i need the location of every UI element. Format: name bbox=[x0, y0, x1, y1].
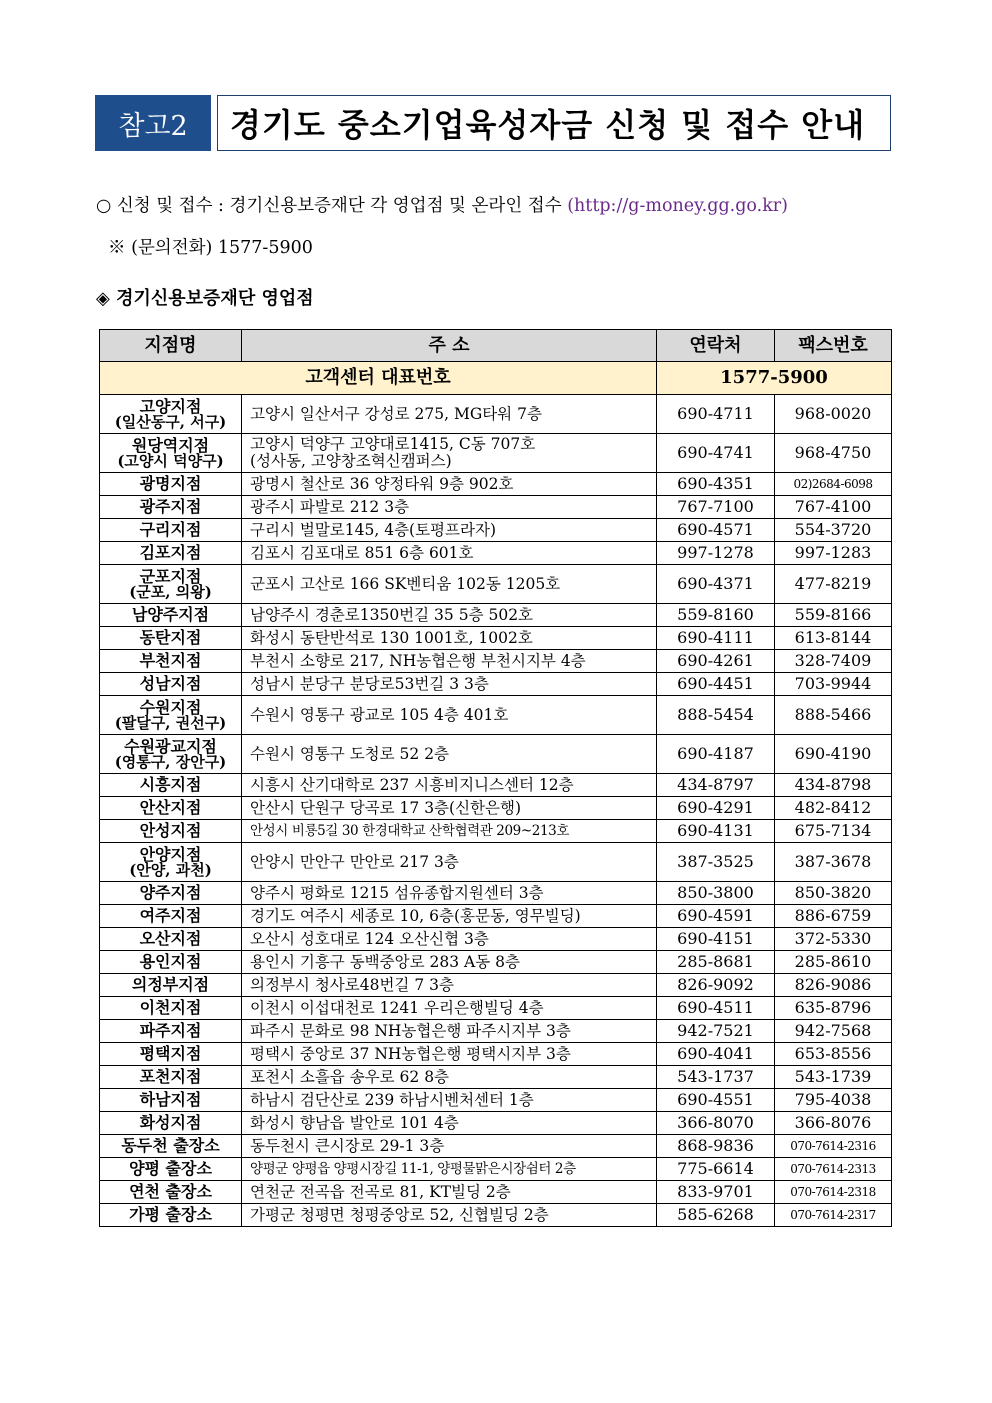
address-line: 양주시 평화로 1215 섬유종합지원센터 3층 bbox=[250, 883, 544, 902]
branch-name: 여주지점 bbox=[139, 906, 202, 925]
branch-phone: 997-1278 bbox=[657, 542, 775, 565]
table-row bbox=[100, 974, 892, 997]
address-line: 안산시 단원구 당곡로 17 3층(신한은행) bbox=[250, 798, 522, 817]
branch-phone: 387-3525 bbox=[657, 843, 775, 882]
branch-fax: 888-5466 bbox=[775, 696, 892, 735]
branch-name: 안성지점 bbox=[139, 821, 202, 840]
branch-phone: 868-9836 bbox=[657, 1135, 775, 1158]
branch-phone: 285-8681 bbox=[657, 951, 775, 974]
customer-center-label: 고객센터 대표번호 bbox=[100, 362, 657, 395]
branch-name: 광주지점 bbox=[139, 497, 202, 516]
address-line: 고양시 일산서구 강성로 275, MG타워 7층 bbox=[250, 404, 542, 423]
table-row bbox=[100, 673, 892, 696]
address-line: 고양시 덕양구 고양대로1415, C동 707호 bbox=[250, 435, 536, 453]
branch-name: 동탄지점 bbox=[139, 628, 202, 647]
branch-name-cell bbox=[100, 951, 242, 974]
table-row bbox=[100, 542, 892, 565]
branch-fax: 070-7614-2316 bbox=[775, 1135, 892, 1158]
branch-name-cell bbox=[100, 696, 242, 735]
branch-name-cell bbox=[100, 1066, 242, 1089]
branch-fax: 387-3678 bbox=[775, 843, 892, 882]
address-line: 화성시 향남읍 발안로 101 4층 bbox=[250, 1113, 459, 1132]
branch-fax: 968-0020 bbox=[775, 395, 892, 434]
branch-name-cell bbox=[100, 627, 242, 650]
apply-text: ○ 신청 및 접수 : 경기신용보증재단 각 영업점 및 온라인 접수 bbox=[96, 196, 562, 216]
table-row bbox=[100, 1089, 892, 1112]
branch-fax: 997-1283 bbox=[775, 542, 892, 565]
branch-fax: 328-7409 bbox=[775, 650, 892, 673]
branch-phone: 690-4187 bbox=[657, 735, 775, 774]
branch-phone: 543-1737 bbox=[657, 1066, 775, 1089]
branch-fax: 653-8556 bbox=[775, 1043, 892, 1066]
branch-name-cell bbox=[100, 565, 242, 604]
branch-fax: 372-5330 bbox=[775, 928, 892, 951]
address-line: 시흥시 산기대학로 237 시흥비지니스센터 12층 bbox=[250, 775, 574, 794]
branch-name-cell bbox=[100, 395, 242, 434]
branch-phone: 690-4291 bbox=[657, 797, 775, 820]
branch-name: 수원광교지점 bbox=[124, 736, 217, 756]
branch-phone: 690-4551 bbox=[657, 1089, 775, 1112]
branch-name: 군포지점 bbox=[139, 566, 202, 586]
address-line: 포천시 소흘읍 송우로 62 8층 bbox=[250, 1067, 450, 1086]
branch-fax: 886-6759 bbox=[775, 905, 892, 928]
address-line: 구리시 벌말로145, 4층(토평프라자) bbox=[250, 520, 496, 539]
branch-name: 성남지점 bbox=[139, 674, 202, 693]
branch-phone: 850-3800 bbox=[657, 882, 775, 905]
branch-address bbox=[242, 843, 657, 882]
branch-address bbox=[242, 473, 657, 496]
address-line: 수원시 영통구 도청로 52 2층 bbox=[250, 744, 450, 763]
address-line: 오산시 성호대로 124 오산신협 3층 bbox=[250, 929, 489, 948]
address-line: 연천군 전곡읍 전곡로 81, KT빌딩 2층 bbox=[250, 1182, 511, 1201]
branch-fax: 434-8798 bbox=[775, 774, 892, 797]
branch-name-cell bbox=[100, 882, 242, 905]
branch-address bbox=[242, 1158, 657, 1181]
branch-fax: 675-7134 bbox=[775, 820, 892, 843]
branch-coverage: (일산동구, 서구) bbox=[114, 412, 227, 431]
table-row bbox=[100, 473, 892, 496]
address-line: 화성시 동탄반석로 130 1001호, 1002호 bbox=[250, 628, 533, 647]
branch-fax: 795-4038 bbox=[775, 1089, 892, 1112]
branch-address bbox=[242, 1043, 657, 1066]
address-line: 성남시 분당구 분당로53번길 3 3층 bbox=[250, 674, 489, 693]
address-line: 평택시 중앙로 37 NH농협은행 평택시지부 3층 bbox=[250, 1044, 571, 1063]
table-row bbox=[100, 1181, 892, 1204]
branch-name-cell bbox=[100, 1112, 242, 1135]
table-row bbox=[100, 1135, 892, 1158]
branch-name: 김포지점 bbox=[139, 543, 202, 562]
branch-address bbox=[242, 1112, 657, 1135]
branch-fax: 543-1739 bbox=[775, 1066, 892, 1089]
table-row bbox=[100, 1158, 892, 1181]
branch-name-cell bbox=[100, 434, 242, 473]
branch-phone: 690-4451 bbox=[657, 673, 775, 696]
branch-address bbox=[242, 434, 657, 473]
branch-phone: 690-4571 bbox=[657, 519, 775, 542]
table-row bbox=[100, 951, 892, 974]
branch-name-cell bbox=[100, 928, 242, 951]
branch-phone: 434-8797 bbox=[657, 774, 775, 797]
branch-address bbox=[242, 774, 657, 797]
branch-address bbox=[242, 395, 657, 434]
header-fax: 팩스번호 bbox=[775, 330, 892, 362]
address-line-2: (성사동, 고양창조혁신캠퍼스) bbox=[250, 452, 452, 470]
branch-address bbox=[242, 565, 657, 604]
branch-name-cell bbox=[100, 673, 242, 696]
branch-name: 가평 출장소 bbox=[129, 1205, 212, 1224]
reference-badge: 참고2 bbox=[95, 95, 211, 151]
table-row bbox=[100, 1204, 892, 1227]
branch-address bbox=[242, 1135, 657, 1158]
address-line: 하남시 검단산로 239 하남시벤처센터 1층 bbox=[250, 1090, 534, 1109]
branch-coverage: (안양, 과천) bbox=[129, 860, 212, 879]
branch-name: 용인지점 bbox=[139, 952, 202, 971]
branch-fax: 559-8166 bbox=[775, 604, 892, 627]
branch-address bbox=[242, 1204, 657, 1227]
table-row bbox=[100, 496, 892, 519]
branch-table bbox=[99, 329, 892, 1227]
table-row bbox=[100, 1043, 892, 1066]
branch-name-cell bbox=[100, 1089, 242, 1112]
address-line: 부천시 소향로 217, NH농협은행 부천시지부 4층 bbox=[250, 651, 586, 670]
branch-address bbox=[242, 997, 657, 1020]
address-line: 양평군 양평읍 양평시장길 11-1, 양평물맑은시장쉼터 2층 bbox=[250, 1160, 576, 1177]
address-line: 경기도 여주시 세종로 10, 6층(홍문동, 영무빌딩) bbox=[250, 906, 581, 925]
branch-name-cell bbox=[100, 974, 242, 997]
branch-phone: 690-4591 bbox=[657, 905, 775, 928]
branch-fax: 554-3720 bbox=[775, 519, 892, 542]
branch-fax: 690-4190 bbox=[775, 735, 892, 774]
branch-name: 시흥지점 bbox=[139, 775, 202, 794]
branch-name: 오산지점 bbox=[139, 929, 202, 948]
table-row bbox=[100, 1112, 892, 1135]
branch-fax: 482-8412 bbox=[775, 797, 892, 820]
branch-address bbox=[242, 1020, 657, 1043]
address-line: 김포시 김포대로 851 6층 601호 bbox=[250, 543, 474, 562]
branch-name-cell bbox=[100, 1181, 242, 1204]
table-row bbox=[100, 797, 892, 820]
table-row bbox=[100, 650, 892, 673]
branch-name: 남양주지점 bbox=[131, 605, 210, 624]
branch-coverage: (군포, 의왕) bbox=[129, 582, 212, 601]
branch-phone: 690-4711 bbox=[657, 395, 775, 434]
branch-phone: 833-9701 bbox=[657, 1181, 775, 1204]
branch-fax: 942-7568 bbox=[775, 1020, 892, 1043]
table-row bbox=[100, 774, 892, 797]
address-line: 용인시 기흥구 동백중앙로 283 A동 8층 bbox=[250, 952, 520, 971]
branch-fax: 767-4100 bbox=[775, 496, 892, 519]
branch-name: 양평 출장소 bbox=[129, 1159, 212, 1178]
branch-name: 동두천 출장소 bbox=[121, 1136, 220, 1155]
address-line: 안성시 비룡5길 30 한경대학교 산학협력관 209~213호 bbox=[250, 822, 569, 839]
branch-coverage: (영통구, 장안구) bbox=[114, 752, 227, 771]
header-address: 주 소 bbox=[242, 330, 657, 362]
header-branch: 지점명 bbox=[100, 330, 242, 362]
branch-name-cell bbox=[100, 997, 242, 1020]
table-row bbox=[100, 627, 892, 650]
branch-name-cell bbox=[100, 820, 242, 843]
address-line: 안양시 만안구 만안로 217 3층 bbox=[250, 852, 459, 871]
branch-address bbox=[242, 604, 657, 627]
table-row bbox=[100, 434, 892, 473]
branch-address bbox=[242, 627, 657, 650]
branch-fax: 070-7614-2317 bbox=[775, 1204, 892, 1227]
table-row bbox=[100, 565, 892, 604]
address-line: 남양주시 경춘로1350번길 35 5층 502호 bbox=[250, 605, 534, 624]
branch-name: 양주지점 bbox=[139, 883, 202, 902]
address-line: 동두천시 큰시장로 29-1 3층 bbox=[250, 1136, 445, 1155]
table-row bbox=[100, 519, 892, 542]
branch-name: 안산지점 bbox=[139, 798, 202, 817]
branch-fax: 703-9944 bbox=[775, 673, 892, 696]
address-line: 가평군 청평면 청평중앙로 52, 신협빌딩 2층 bbox=[250, 1205, 549, 1224]
apply-url-link[interactable]: (http://g-money.gg.go.kr) bbox=[567, 196, 788, 216]
branch-fax: 850-3820 bbox=[775, 882, 892, 905]
table-header-row bbox=[100, 330, 892, 362]
branch-name: 평택지점 bbox=[139, 1044, 202, 1063]
branch-fax: 285-8610 bbox=[775, 951, 892, 974]
table-row bbox=[100, 820, 892, 843]
branch-address bbox=[242, 650, 657, 673]
branch-address bbox=[242, 519, 657, 542]
branch-address bbox=[242, 797, 657, 820]
address-line: 군포시 고산로 166 SK벤티움 102동 1205호 bbox=[250, 574, 561, 593]
branch-name: 의정부지점 bbox=[131, 975, 210, 994]
branch-name-cell bbox=[100, 1043, 242, 1066]
table-row bbox=[100, 843, 892, 882]
branch-name: 고양지점 bbox=[139, 396, 202, 416]
branch-name-cell bbox=[100, 496, 242, 519]
branch-name-cell bbox=[100, 1020, 242, 1043]
branch-fax: 613-8144 bbox=[775, 627, 892, 650]
branch-phone: 690-4131 bbox=[657, 820, 775, 843]
branch-name: 원당역지점 bbox=[131, 435, 210, 455]
page-title: 경기도 중소기업육성자금 신청 및 접수 안내 bbox=[217, 95, 891, 151]
branch-address bbox=[242, 905, 657, 928]
branch-name: 안양지점 bbox=[139, 844, 202, 864]
branch-phone: 690-4741 bbox=[657, 434, 775, 473]
branch-address bbox=[242, 1089, 657, 1112]
branch-fax: 366-8076 bbox=[775, 1112, 892, 1135]
address-line: 광명시 철산로 36 양정타워 9층 902호 bbox=[250, 474, 514, 493]
address-line: 광주시 파발로 212 3층 bbox=[250, 497, 410, 516]
address-line: 의정부시 청사로48번길 7 3층 bbox=[250, 975, 454, 994]
table-row bbox=[100, 1066, 892, 1089]
branch-fax: 968-4750 bbox=[775, 434, 892, 473]
branch-address bbox=[242, 882, 657, 905]
branch-name: 광명지점 bbox=[139, 474, 202, 493]
branch-address bbox=[242, 542, 657, 565]
branch-name-cell bbox=[100, 1158, 242, 1181]
branch-name: 연천 출장소 bbox=[129, 1182, 212, 1201]
branch-name-cell bbox=[100, 519, 242, 542]
branch-address bbox=[242, 735, 657, 774]
branch-phone: 585-6268 bbox=[657, 1204, 775, 1227]
branch-name-cell bbox=[100, 1204, 242, 1227]
branch-phone: 826-9092 bbox=[657, 974, 775, 997]
branch-name: 포천지점 bbox=[139, 1067, 202, 1086]
branch-fax: 826-9086 bbox=[775, 974, 892, 997]
branch-name: 파주지점 bbox=[139, 1021, 202, 1040]
apply-info bbox=[96, 192, 788, 217]
branch-name-cell bbox=[100, 650, 242, 673]
address-line: 파주시 문화로 98 NH농협은행 파주시지부 3층 bbox=[250, 1021, 571, 1040]
branch-phone: 775-6614 bbox=[657, 1158, 775, 1181]
branch-name-cell bbox=[100, 797, 242, 820]
section-title: ◈ 경기신용보증재단 영업점 bbox=[96, 288, 314, 309]
table-row bbox=[100, 928, 892, 951]
branch-address bbox=[242, 696, 657, 735]
table-row bbox=[100, 997, 892, 1020]
table-row bbox=[100, 882, 892, 905]
customer-center-phone: 1577-5900 bbox=[657, 362, 892, 395]
branch-coverage: (고양시 덕양구) bbox=[117, 451, 224, 470]
branch-name-cell bbox=[100, 473, 242, 496]
table-row bbox=[100, 905, 892, 928]
branch-address bbox=[242, 951, 657, 974]
branch-address bbox=[242, 820, 657, 843]
branch-fax: 02)2684-6098 bbox=[775, 473, 892, 496]
branch-fax: 635-8796 bbox=[775, 997, 892, 1020]
table-row bbox=[100, 604, 892, 627]
address-line: 이천시 이섭대천로 1241 우리은행빌딩 4층 bbox=[250, 998, 544, 1017]
branch-name-cell bbox=[100, 604, 242, 627]
branch-phone: 690-4351 bbox=[657, 473, 775, 496]
table-row bbox=[100, 395, 892, 434]
table-row bbox=[100, 696, 892, 735]
branch-name: 이천지점 bbox=[139, 998, 202, 1017]
customer-center-row bbox=[100, 362, 892, 395]
branch-address bbox=[242, 496, 657, 519]
branch-address bbox=[242, 1066, 657, 1089]
branch-address bbox=[242, 673, 657, 696]
address-line: 수원시 영통구 광교로 105 4층 401호 bbox=[250, 705, 509, 724]
branch-name: 구리지점 bbox=[139, 520, 202, 539]
table-row bbox=[100, 1020, 892, 1043]
branch-name: 수원지점 bbox=[139, 697, 202, 717]
branch-name-cell bbox=[100, 735, 242, 774]
branch-name: 하남지점 bbox=[139, 1090, 202, 1109]
branch-phone: 366-8070 bbox=[657, 1112, 775, 1135]
branch-fax: 477-8219 bbox=[775, 565, 892, 604]
branch-address bbox=[242, 974, 657, 997]
branch-phone: 559-8160 bbox=[657, 604, 775, 627]
branch-address bbox=[242, 1181, 657, 1204]
branch-phone: 888-5454 bbox=[657, 696, 775, 735]
branch-name: 화성지점 bbox=[139, 1113, 202, 1132]
branch-phone: 690-4111 bbox=[657, 627, 775, 650]
branch-address bbox=[242, 928, 657, 951]
header-phone: 연락처 bbox=[657, 330, 775, 362]
branch-name-cell bbox=[100, 1135, 242, 1158]
branch-fax: 070-7614-2313 bbox=[775, 1158, 892, 1181]
branch-phone: 942-7521 bbox=[657, 1020, 775, 1043]
inquiry-phone: ※ (문의전화) 1577-5900 bbox=[108, 238, 313, 258]
branch-name: 부천지점 bbox=[139, 651, 202, 670]
branch-phone: 690-4261 bbox=[657, 650, 775, 673]
branch-coverage: (팔달구, 권선구) bbox=[114, 713, 227, 732]
branch-name-cell bbox=[100, 542, 242, 565]
branch-phone: 690-4511 bbox=[657, 997, 775, 1020]
branch-name-cell bbox=[100, 843, 242, 882]
branch-phone: 767-7100 bbox=[657, 496, 775, 519]
table-row bbox=[100, 735, 892, 774]
branch-fax: 070-7614-2318 bbox=[775, 1181, 892, 1204]
branch-phone: 690-4371 bbox=[657, 565, 775, 604]
branch-phone: 690-4041 bbox=[657, 1043, 775, 1066]
branch-name-cell bbox=[100, 905, 242, 928]
branch-name-cell bbox=[100, 774, 242, 797]
branch-phone: 690-4151 bbox=[657, 928, 775, 951]
page-header bbox=[95, 95, 891, 151]
